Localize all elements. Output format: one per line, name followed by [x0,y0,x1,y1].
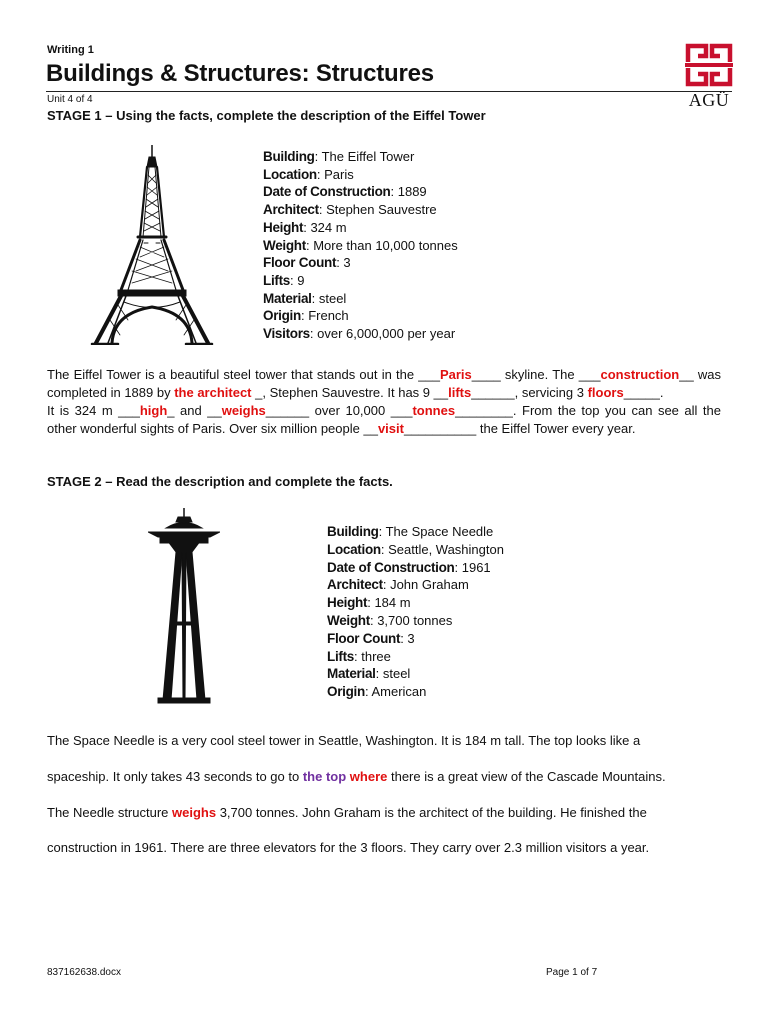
course-label: Writing 1 [47,44,94,56]
fact-row: Origin: French [263,308,349,324]
fact-value: 3,700 tonnes [377,612,453,628]
fact-value: Stephen Sauvestre [326,202,437,218]
answer-text: where [349,768,388,784]
fact-value: American [371,684,427,700]
fact-value: 324 m [310,219,347,235]
page-title: Buildings & Structures: Structures [46,60,434,87]
fact-key: Architect [327,577,383,593]
fact-value: three [361,648,391,664]
fact-key: Floor Count [263,255,337,271]
space-needle-image [148,508,220,704]
fact-key: Height [263,219,304,235]
fact-key: Material [263,290,312,306]
answer-text: weighs [172,804,217,820]
fact-row: Lifts: 9 [263,272,305,288]
fact-key: Lifts [263,272,290,288]
fact-row: Weight: More than 10,000 tonnes [263,237,458,253]
answer-text: construction [600,367,680,382]
fact-key: Floor Count [327,630,401,646]
fact-row: Architect: John Graham [327,577,469,593]
eiffel-facts [263,148,458,343]
fact-key: Weight [263,237,306,253]
fact-row: Material: steel [263,290,347,306]
fact-key: Weight [327,612,370,628]
fact-key: Date of Construction [263,184,391,200]
fact-value: 3 [407,630,415,646]
footer-filename: 837162638.docx [47,967,121,978]
answer-text: lifts [448,385,472,400]
paragraph-text: It is 324 m ___ [47,403,140,418]
fact-value: over 6,000,000 per year [317,326,456,342]
fact-row: Origin: American [327,684,427,700]
answer-text: Paris [439,367,472,382]
fact-row: Architect: Stephen Sauvestre [263,202,437,218]
paragraph-text: ________. From the top you can see all the other wonderful sights of Paris. Over six million people __ [47,403,722,436]
stage1-heading: STAGE 1 – Using the facts, complete the description of the Eiffel Tower [47,108,486,123]
fact-row: Visitors: over 6,000,000 per year [263,326,456,342]
paragraph-text: there is a great view of the Cascade Mountains. [387,768,666,784]
space-needle-paragraph [47,723,737,866]
fact-row: Location: Paris [263,166,354,182]
eiffel-tower-icon [88,145,216,345]
space-needle-facts [327,523,504,701]
paragraph-text: spaceship. It only takes 43 seconds to go to [47,768,303,784]
paragraph-text: ____ skyline. The ___ [471,367,601,382]
fact-value: 3 [343,255,351,271]
fact-value: More than 10,000 tonnes [313,237,458,253]
paragraph-text: construction in 1961. There are three elevators for the 3 floors. They carry over 2.3 million visitors a year. [47,840,650,856]
paragraph-text: _____. [623,385,664,400]
fact-key: Building [263,149,315,164]
fact-value: French [308,308,349,324]
fact-value: Seattle, Washington [388,541,504,557]
fact-row: Lifts: three [327,648,391,664]
answer-text: high [139,403,168,418]
fact-row: Floor Count: 3 [263,255,351,271]
paragraph-text: 3,700 tonnes. John Graham is the architect of the building. He finished the [216,804,647,820]
fact-row: Height: 184 m [327,595,411,611]
answer-text: visit [377,421,404,436]
paragraph-text: __________ the Eiffel Tower every year. [403,421,636,436]
fact-row: Date of Construction: 1961 [327,559,491,575]
fact-key: Building [327,524,379,539]
answer-text: floors [587,385,624,400]
fact-value: 184 m [374,595,411,611]
eiffel-tower-image [88,145,216,345]
answer-text: weighs [221,403,266,418]
stage2-heading: STAGE 2 – Read the description and complete the facts. [47,474,393,489]
fact-key: Material [327,666,376,682]
fact-row: Location: Seattle, Washington [327,541,504,557]
fact-row: Weight: 3,700 tonnes [327,612,453,628]
fact-value: 1961 [461,559,491,575]
fact-value: 9 [297,272,305,288]
unit-label: Unit 4 of 4 [47,94,93,105]
fact-key: Visitors [263,326,310,342]
paragraph-text: The Eiffel Tower is a beautiful steel tower that stands out in the ___ [47,367,440,382]
logo-text: AGÜ [688,90,730,110]
fact-row: Building: The Space Needle [327,524,494,539]
fact-key: Height [327,595,368,611]
agu-logo-icon [685,42,733,88]
eiffel-paragraph [47,366,721,438]
space-needle-icon [148,508,220,704]
answer-text: tonnes [412,403,456,418]
paragraph-text: _, Stephen Sauvestre. It has 9 __ [251,385,449,400]
fact-key: Location [263,166,317,182]
fact-value: steel [318,290,347,306]
fact-value: 1889 [397,184,427,200]
paragraph-text: __ was completed in 1889 by [47,367,721,400]
paragraph-text: ______, servicing 3 [471,385,588,400]
paragraph-text: The Needle structure [47,804,173,820]
footer-page-number: Page 1 of 7 [546,967,598,978]
fact-key: Location [327,541,381,557]
fact-key: Date of Construction [327,559,455,575]
answer-text: the top [302,768,347,784]
fact-value: The Space Needle [385,524,494,539]
fact-row: Date of Construction: 1889 [263,184,427,200]
paragraph-text: _ and __ [167,403,222,418]
fact-key: Architect [263,202,319,218]
fact-value: steel [382,666,411,682]
fact-key: Origin [327,684,365,700]
fact-value: John Graham [390,577,469,593]
fact-row: Building: The Eiffel Tower [263,149,415,164]
answer-text: the architect [174,385,252,400]
fact-key: Lifts [327,648,354,664]
header-divider [46,91,732,92]
agu-logo [685,42,733,114]
fact-value: Paris [324,166,354,182]
fact-row: Floor Count: 3 [327,630,415,646]
paragraph-text: ______ over 10,000 ___ [265,403,413,418]
fact-row: Height: 324 m [263,219,347,235]
paragraph-text: The Space Needle is a very cool steel tower in Seattle, Washington. It is 184 m tall. The top looks like a [47,733,641,748]
fact-key: Origin [263,308,301,324]
fact-value: The Eiffel Tower [321,149,415,164]
fact-row: Material: steel [327,666,411,682]
